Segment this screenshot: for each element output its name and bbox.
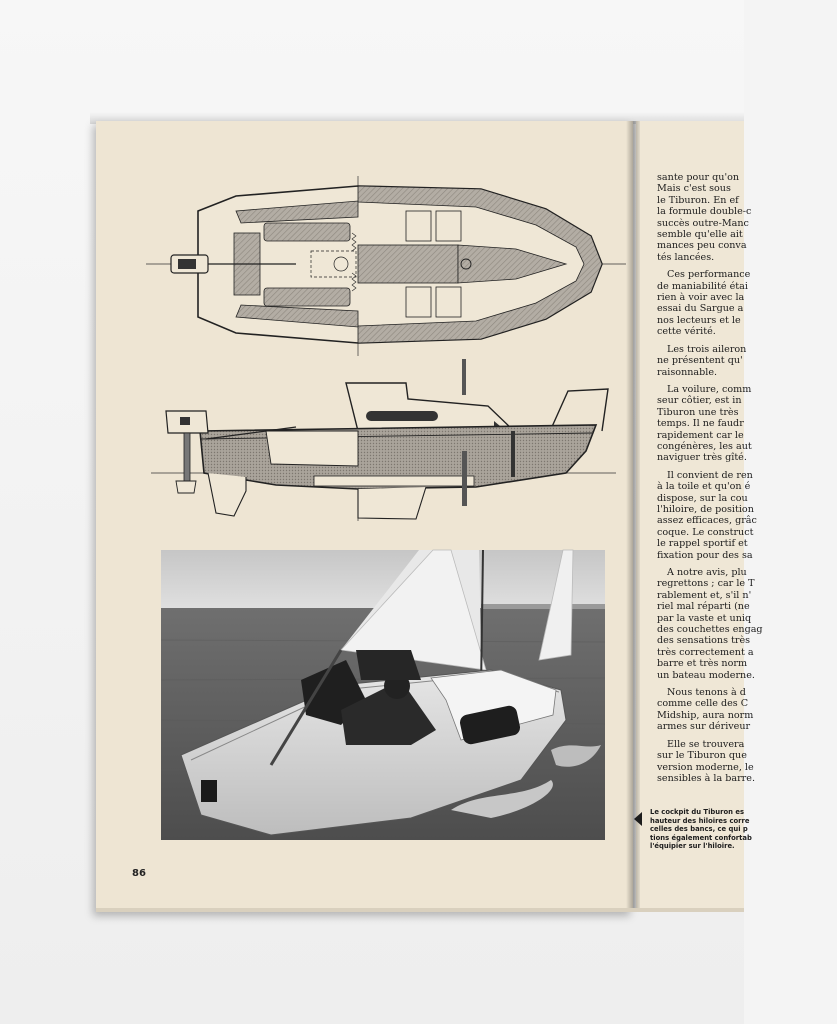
article-line: sur le Tiburon que — [657, 750, 747, 762]
article-line: des sensations très — [657, 635, 751, 647]
article-line: Les trois aileron — [667, 343, 747, 355]
article-line: riel mal réparti (ne — [657, 601, 750, 613]
page-number: 86 — [132, 868, 146, 879]
right-page-article-column — [657, 172, 837, 790]
article-line: essai du Sargue a — [657, 303, 744, 315]
profile-view — [151, 359, 616, 521]
article-line: seur côtier, est in — [657, 395, 742, 407]
caption-line: hauteur des hiloires corre — [650, 816, 750, 825]
article-line: dispose, sur la cou — [657, 492, 748, 504]
article-line: la formule double-c — [657, 206, 752, 218]
article-line: temps. Il ne faudr — [657, 418, 744, 430]
article-line: Tiburon une très — [657, 406, 739, 418]
article-line: sante pour qu'on — [657, 172, 740, 183]
article-line: succès outre-Manc — [657, 217, 749, 229]
caption-pointer-icon — [634, 812, 642, 826]
article-line: ne présentent qu' — [657, 355, 743, 367]
article-line: fixation pour des sa — [657, 549, 753, 561]
article-line: semble qu'elle ait — [657, 229, 743, 241]
article-line: congénères, les aut — [657, 440, 752, 452]
article-line: de maniabilité étai — [657, 280, 748, 292]
article-line: Elle se trouvera — [667, 738, 745, 750]
article-paragraph — [657, 344, 837, 378]
caption-line: celles des bancs, ce qui p — [650, 825, 748, 834]
article-line: barre et très norm — [657, 658, 748, 670]
article-line: par la vaste et uniq — [657, 612, 752, 624]
article-line: un bateau moderne. — [657, 669, 755, 681]
boat-technical-drawing — [96, 121, 633, 551]
article-line: armes sur dériveur — [657, 721, 751, 733]
article-line: Midship, aura norm — [657, 709, 754, 721]
article-line: le rappel sportif et — [657, 538, 748, 550]
article-paragraph — [657, 269, 837, 337]
article-line: Il convient de ren — [667, 469, 753, 481]
article-line: naviguer très gîté. — [657, 452, 747, 464]
article-line: cette vérité. — [657, 326, 716, 338]
article-line: raisonnable. — [657, 366, 718, 378]
article-line: Nous tenons à d — [667, 687, 746, 699]
article-line: nos lecteurs et le — [657, 314, 741, 326]
article-line: comme celle des C — [657, 698, 749, 710]
article-line: coque. Le construct — [657, 526, 754, 538]
article-line: La voilure, comm — [667, 383, 752, 395]
article-line: rien à voir avec la — [657, 292, 745, 304]
article-line: version moderne, le — [657, 761, 754, 773]
article-line: des couchettes engag — [657, 624, 763, 636]
article-paragraph — [657, 384, 837, 464]
article-line: l'hiloire, de position — [657, 503, 754, 515]
article-paragraph — [657, 739, 837, 785]
article-paragraph — [657, 567, 837, 681]
article-paragraph — [657, 470, 837, 561]
article-line: très correctement a — [657, 646, 754, 658]
article-line: à la toile et qu'on é — [657, 481, 751, 493]
caption-line: l'équipier sur l'hiloire. — [650, 842, 735, 851]
photo-caption — [650, 808, 790, 851]
article-line: Mais c'est sous — [657, 183, 731, 195]
article-line: tés lancées. — [657, 251, 715, 263]
article-line: rablement et, s'il n' — [657, 589, 752, 601]
page-bottom-edge — [96, 908, 744, 912]
caption-line: tions également confortab — [650, 833, 752, 842]
plan-view — [146, 176, 626, 356]
article-line: mances peu conva — [657, 240, 747, 252]
article-line: sensibles à la barre. — [657, 772, 755, 784]
article-line: rapidement car le — [657, 429, 744, 441]
article-paragraph — [657, 687, 837, 733]
article-line: A notre avis, plu — [667, 567, 747, 578]
caption-line: Le cockpit du Tiburon es — [650, 808, 744, 816]
article-line: regrettons ; car le T — [657, 578, 755, 590]
article-line: Ces performance — [667, 269, 751, 281]
tiburon-photograph — [161, 550, 605, 840]
article-line: le Tiburon. En ef — [657, 194, 739, 206]
article-paragraph — [657, 172, 837, 263]
article-line: assez efficaces, grâc — [657, 515, 757, 527]
